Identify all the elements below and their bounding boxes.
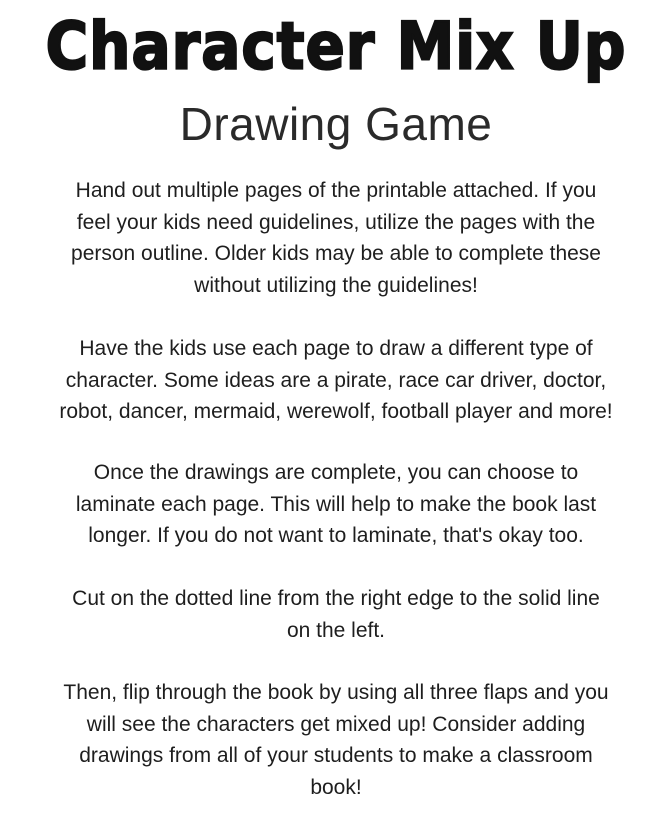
instruction-paragraph-character-ideas: Have the kids use each page to draw a different type of character. Some ideas are a pirate, race car driver, doctor, robot, dancer, mermaid, werewolf, football player and more! (59, 337, 613, 423)
page-subtitle: Drawing Game (179, 98, 493, 150)
instruction-paragraph-laminate: Once the drawings are complete, you can choose to laminate each page. This will help to make the book last longer. If you do not want to laminate, that's okay too. (75, 461, 597, 547)
instruction-paragraph-cut: Cut on the dotted line from the right edge to the solid line on the left. (72, 587, 600, 642)
instruction-paragraph-flip: Then, flip through the book by using all three flaps and you will see the characters get mixed up! Consider adding drawings from all of your students to make a classroom book! (63, 681, 609, 799)
page-title: Character Mix Up (45, 7, 627, 85)
instruction-paragraph-handout: Hand out multiple pages of the printable attached. If you feel your kids need guidelines, utilize the pages with the person outline. Older kids may be able to complete these without utilizing the guidelines! (71, 179, 601, 297)
